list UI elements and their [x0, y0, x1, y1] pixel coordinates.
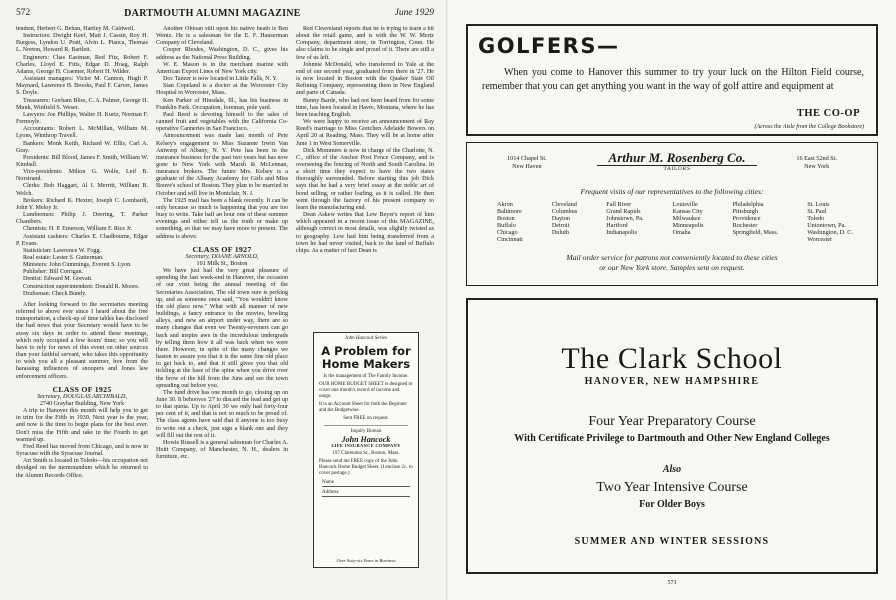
paragraph: Real estate: Lester S. Gutterman.: [23, 255, 104, 261]
paragraph: Engineers: Chas Eastman, Red Fitz, Robert F. Charles, Lloyd E. Fitts, Edgar D. Hoag, Ralph Adams, George H. Craemer, Robert H. Wilder.: [16, 54, 148, 75]
address-line: 1014 Chapel St.: [507, 155, 547, 162]
city-name: Rochester: [732, 222, 758, 229]
golfers-body: When you come to Hanover this summer to try your luck on the Hilton Field course, remember that you can get anything you want in the way of golf attire and equipment at: [482, 67, 864, 92]
page-number: 573: [667, 580, 677, 586]
city-column: [673, 201, 704, 243]
paragraph: Draftsman: Check Bundy.: [23, 290, 87, 297]
paragraph: Accountants: Robert L. McMillan, William M. Lyons, Winthrop Travell.: [16, 126, 148, 140]
paragraph: Statistician: Lawrence W. Fogg.: [23, 247, 102, 254]
city-name: Cincinnati: [497, 236, 523, 243]
paragraph: Howie Russell is a general salesman for Charles A. Hoitt Company, of Manchester, N. H., dealers in furniture, etc.: [156, 439, 288, 461]
mail-line: or our New York store. Samples sent on request.: [599, 263, 745, 272]
class-secretary: Secretary, DOANE ARNOLD,: [185, 253, 259, 260]
paragraph: Instructors: Dwight Keef, Matt J. Cassin, Roy H. Burgess, Lyndon U. Pratt, Alvin L. Pianca, Thomas L. Norton, Howard R. Bartlett.: [16, 33, 148, 54]
city-name: St. Louis: [807, 201, 830, 208]
course-1: Four Year Preparatory Course: [588, 414, 756, 429]
clark-school-ad: [466, 298, 878, 574]
ad-text: Is the management of The Family Income.: [323, 374, 409, 379]
course-1-subtitle: With Certificate Privilege to Dartmouth and Other New England Colleges: [514, 433, 830, 444]
class-heading: CLASS OF 1927: [192, 244, 252, 254]
city-name: Kansas City: [672, 208, 703, 215]
coupon-name-label: Name: [322, 480, 334, 485]
city-name: Uniontown, Pa.: [807, 222, 846, 229]
city-name: Columbus: [551, 208, 578, 215]
city-name: Toledo: [807, 215, 825, 222]
sessions-text: SUMMER AND WINTER SESSIONS: [574, 536, 770, 547]
paragraph: Construction superintendent: Donald R. Moore.: [23, 283, 140, 290]
paragraph: Cooper Rhodes, Washington, D. C., gives his address as the National Press Building.: [156, 47, 288, 61]
city-name: Dayton: [551, 215, 571, 222]
paragraph: Ken Parker of Hinsdale, Ill., has his business in Franklin Park. Occupation, foreman, pole yard.: [156, 97, 288, 111]
new-york-address: [796, 155, 837, 170]
city-name: Omaha: [672, 229, 691, 236]
coupon-address-field[interactable]: [322, 490, 410, 497]
city-column: [552, 201, 577, 243]
course-2: Two Year Intensive Course: [596, 480, 748, 495]
city-name: Duluth: [551, 229, 570, 236]
coupon-address-label: Address: [322, 490, 339, 495]
paragraph: Lumbermen: Philip J. Deering, T. Parker Chambers.: [16, 212, 148, 226]
running-header: [16, 8, 434, 19]
co-op-store-name: THE CO-OP: [796, 108, 860, 119]
address-line: 16 East 52nd St.: [796, 155, 837, 162]
paragraph: After looking forward to the secretaries meeting referred to above ever since I heard about the free transportation, a check-up of time tables has disclosed the bad news that your Secretary would have to be away six days in order to attend these meetings, which only occupied a few hours' time; so you will have to rely for news of this event on other sources than your faithful servant, who takes this opportunity to wish you all a pleasant summer, free from the harassing influences of snoopers and Jones law enforcement officers.: [16, 301, 148, 380]
paragraph: Bankers: Monk Keith, Richard W. Ellis, Carl A. Gray.: [16, 140, 148, 154]
address-line: New York: [804, 162, 830, 170]
city-name: Springfield, Mass.: [732, 229, 779, 236]
city-name: Philadelphia: [732, 201, 764, 208]
city-column: [497, 201, 523, 243]
paragraph: Assistant cashiers: Charles E. Chadbourne, Edgar P. Evans.: [16, 233, 148, 247]
city-name: Buffalo: [497, 222, 516, 229]
paragraph: Publisher: Bill Corrigan.: [23, 269, 84, 276]
paragraph: Presidents: Bill Blood, James F. Smith, William W. Kimball.: [16, 154, 148, 168]
paragraph: Paul Reed is devoting himself to the sales of canned fruit and vegetables with the California Co-operative Canneries in San Francisco.: [156, 111, 288, 133]
new-haven-address: [507, 155, 547, 170]
class-heading: CLASS OF 1925: [52, 384, 112, 394]
city-name: Akron: [497, 201, 513, 208]
city-name: Minneapolis: [672, 222, 704, 229]
paragraph: We were happy to receive an announcement of Ray Reed's marriage to Miss Gretchen Adelaide Bowers on April 20 at Reading, Mass. They will be at home after June 1 in West Somerville.: [296, 119, 434, 147]
city-column: [606, 201, 643, 243]
clark-school-name: The Clark School: [561, 342, 783, 375]
golfers-ad: [466, 24, 878, 136]
paragraph: Doc Tanzer is now located in Little Falls, N. Y.: [163, 76, 278, 83]
city-name: Baltimore: [497, 208, 522, 215]
paragraph: Clerks: Bob Haggart, Al I. Merritt, William B. Welch.: [16, 183, 148, 197]
clark-school-location: HANOVER, NEW HAMPSHIRE: [584, 376, 760, 387]
paragraph: Dentist: Edward M. Grevatt.: [23, 276, 93, 283]
ad-footer: Over Sixty-six Years in Business: [336, 558, 396, 563]
mail-order-text: [467, 253, 877, 273]
city-column: [807, 201, 853, 243]
city-name: Cleveland: [551, 201, 577, 208]
column-1: [16, 26, 148, 594]
rosenberg-tailors-ad: [466, 142, 878, 286]
class-address: 101 Milk St., Boston: [196, 261, 248, 267]
magazine-title: DARTMOUTH ALUMNI MAGAZINE: [124, 8, 301, 19]
city-name: Louisville: [672, 201, 698, 208]
ad-headline: A Problem for Home Makers: [321, 344, 411, 371]
city-name: Chicago: [497, 229, 518, 236]
paragraph: Chemists: H. P. Emerson, William F. Rice Jr.: [23, 226, 133, 233]
paragraph: Art Smith is located in Toledo—his occupation not divulged on the memorandum which he returned to the Alumni Records Office.: [16, 458, 148, 479]
city-name: Worcester: [807, 236, 833, 243]
city-name: Washington, D. C.: [807, 229, 853, 236]
ad-text: OUR HOME BUDGET SHEET is designed to cover one month's record of income and outgo.: [319, 382, 413, 399]
paragraph: Johnnie McDonald, who transferred to Yale at the end of our second year, graduated from there in '27. He is now located in Boston with the Quaker State Oil Refining Company, representing them in New England and parts of Canada.: [296, 61, 434, 97]
paragraph: Assistant managers: Victor M. Cannon, Hugh P. Maynard, Lawrence B. Brooks, Paul F. Carver, James S. Doyle.: [16, 76, 148, 97]
column-2: [156, 26, 288, 594]
divider: [324, 425, 408, 426]
city-name: Pittsburgh: [732, 208, 758, 215]
ad-address: 197 Clarendon St., Boston, Mass.: [332, 451, 400, 456]
john-hancock-ad: [313, 332, 419, 568]
city-name: Grand Rapids: [606, 208, 641, 215]
city-name: St. Paul: [807, 208, 827, 215]
issue-date: June 1929: [394, 8, 434, 18]
paragraph: Red Cleaveland reports that he is trying to learn a bit about the retail game, and is with the W. W. Mertz Company, department store, in Torrington, Conn. He also claims to be single and proud of it. There are still a few of us left.: [296, 26, 434, 61]
golfers-headline: GOLFERS—: [478, 34, 620, 58]
paragraph: Treasurers: Gorham Bliss, C. A. Palmer, George H. Munk, Winfield S. Weser.: [16, 97, 148, 111]
cities-list: [497, 201, 853, 243]
ad-bureau: Inquiry Bureau: [350, 429, 382, 434]
paragraph: Announcement was made last month of Pete Kelsey's engagement to Miss Suzanne Irwin Van Antwerp of Albany, N. Y. Pete has been in the insurance business for the past two years but has now gone to New York with Marsh & McLennan, insurance brokers. The future Mrs. Kelsey is a graduate of the Albany Academy for Girls and Miss Bouve's school of Boston. They plan to be married in October and will live in Montclair, N. J.: [156, 133, 288, 197]
coupon-name-field[interactable]: [322, 480, 410, 487]
city-name: Boston: [497, 215, 515, 222]
paragraph: Bunny Barde, who had not been heard from for some time, has been located in Havre, Montana, where he has been teaching English.: [296, 97, 434, 118]
tailors-label: TAILORS: [663, 166, 691, 172]
city-name: Indianapolis: [606, 229, 637, 236]
paragraph: Ministers: John Cummings, Everett S. Lyon.: [23, 262, 132, 269]
paragraph: Another Ohioan still upon his native heath is Ben Wentz. He is a salesman for the E. F. Hauserman Company of Cleveland.: [156, 26, 288, 47]
city-column: [733, 201, 779, 243]
paragraph: tendent, Herbert G. Behan, Hartley M. Caldwell.: [16, 26, 135, 32]
paragraph: Stan Copeland is a doctor at the Worcester City Hospital in Worcester, Mass.: [156, 83, 288, 97]
course-2-subtitle: For Older Boys: [639, 499, 705, 510]
john-hancock-signature-logo: John Hancock: [341, 435, 391, 444]
ad-coupon-text: Please send me FREE copy of the John Hancock Home Budget Sheet. (I enclose 2c. to cover postage.): [319, 459, 413, 476]
paragraph: Fred Reed has moved from Chicago, and is now in Syracuse with the Syracuse Journal.: [16, 443, 148, 458]
ad-series: John Hancock Series: [344, 336, 388, 341]
column-3: [296, 26, 434, 326]
paragraph: We have just had the very great pleasure of spending the last week-end in Hanover, the occasion of our visit being the annual meeting of the Secretaries Association. The old town sure is perking up, and as someone once said, "You wouldn't know the old place now." What with all manner of new buildings, a fancy entrance to the movies, bowling alleys, and new an airport under way, there are so many changes that even we Twenty-seveners can go back and inspire awe in the incredulous undergrads by telling them how it all was back when we were there. However, in spite of the many changes we hasten to assure you that it is the same fine old place to get back to, and that it still gives you that old tickling at the base of the spine when you drive over the brow of the hill from the June and see the town spreading out before you.: [156, 268, 288, 389]
city-name: Johnstown, Pa.: [606, 215, 644, 222]
rosenberg-logo: Arthur M. Rosenberg Co.: [597, 151, 757, 166]
paragraph: Dean Askew writes that Lew Beyer's report of him which appeared in a recent issue of this MAGAZINE, although correct in most details, was slightly twisted as to geography. Lew had him being transferred from a town he had never visited, back to the land of Buffalo chips. As a matter of fact Dean is: [296, 212, 434, 254]
ad-text: It is an Account Sheet for both the Beginner and the Budgetwise.: [319, 402, 408, 413]
page-number: 572: [16, 8, 31, 18]
paragraph: Brokers: Richard K. Hexter, Joseph C. Lombardi, John Y. Meloy Jr.: [16, 197, 148, 211]
paragraph: Vice-presidents: Milton G. Wolfe, Leif B. Norstrand.: [16, 169, 148, 183]
co-op-tagline: (Across the Aisle from the College Bookstore): [754, 124, 864, 130]
paragraph: Lawyers: Joe Phillips, Walter H. Kurtz, Norman F. Fermoyle.: [16, 111, 148, 126]
city-name: Hartford: [606, 222, 628, 229]
city-name: Detroit: [551, 222, 570, 229]
paragraph: A trip to Hanover this month will help you to get in trim for the Fifth in 1930. Next year is the year, and now is the time to begin plans for the best ever. Don't miss the Fifth and take in the Fourth to get warmed up.: [16, 408, 148, 443]
class-secretary: Secretary, DOUGLAS ARCHIBALD,: [37, 393, 127, 400]
class-address: 2740 Graybar Building, New York: [39, 400, 125, 407]
address-line: New Haven: [512, 162, 542, 170]
paragraph: Dick Mommers is now in charge of the Charlotte, N. C., office of the Anchor Post Fence Company, and is overseeing the fencing of North and South Carolina. In a short time they expect to have the two states thoroughly surrounded. Before starting this job Dick says that he had a very brief essay at the noble art of bond selling, or rather loafing, as it is called. He then went through the factory of his present company to learn the manufacturing end.: [296, 147, 434, 211]
visits-text: Frequent visits of our representatives to the following cities:: [580, 187, 764, 196]
city-name: Fall River: [606, 201, 632, 208]
paragraph: The fund drive has one month to go, closing up on June 30. It behooves '27 to discard the lead and get up to that quota. Up to April 30 we only had forty-four per cent of it, and that is not so much to be proud of. The class agents have said that if anyone is too busy to write out a check, just sign a blank one and they will fill out the rest of it.: [156, 389, 288, 439]
also-text: Also: [662, 464, 682, 475]
city-name: Milwaukee: [672, 215, 701, 222]
city-name: Providence: [732, 215, 761, 222]
right-page: [448, 0, 896, 600]
mail-line: Mail order service for patrons not conveniently located to these cities: [566, 253, 778, 262]
paragraph: W. E. Mason is in the merchant marine with American Export Lines of New York city.: [156, 61, 288, 75]
ad-logo-subtitle: LIFE INSURANCE COMPANY: [331, 443, 401, 448]
paragraph: The 1925 mail has been a blank recently. It can be only because so much is happening that you are too busy to write. Take half an hour one of these summer evenings and either tell us the truth or make up something, so that we may have more to present. The address is above.: [156, 197, 288, 240]
ad-text: Sent FREE on request.: [343, 416, 389, 421]
